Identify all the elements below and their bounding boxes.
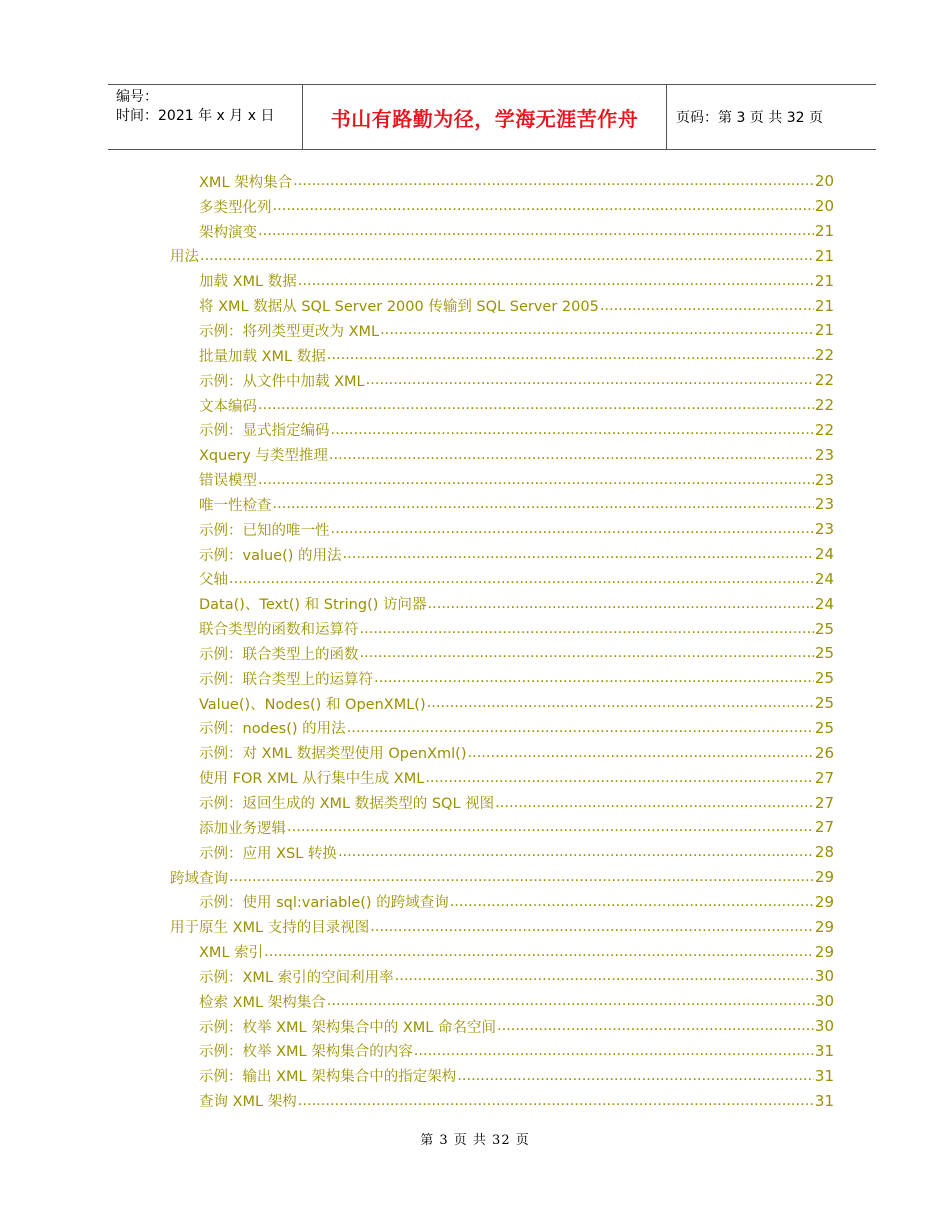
toc-leader-dots: [229, 869, 814, 885]
toc-entry[interactable]: [170, 939, 834, 964]
toc-entry[interactable]: [170, 889, 834, 914]
toc-entry-page: 25: [814, 619, 834, 638]
toc-entry-page: 21: [814, 246, 834, 265]
toc-leader-dots: [298, 1093, 814, 1109]
toc-entry-page: 25: [814, 644, 834, 663]
toc-entry-page: 24: [814, 569, 834, 588]
toc-entry[interactable]: [170, 840, 834, 865]
toc-leader-dots: [427, 695, 814, 711]
toc-entry-title: 用法: [170, 249, 199, 266]
toc-entry-page: 21: [814, 321, 834, 340]
toc-entry[interactable]: [170, 591, 834, 616]
toc-leader-dots: [395, 968, 814, 984]
header-page-info: 页码：第 3 页 共 32 页: [676, 110, 823, 126]
toc-leader-dots: [273, 496, 814, 512]
toc-entry-page: 26: [814, 743, 834, 762]
toc-entry-page: 23: [814, 470, 834, 489]
toc-entry[interactable]: [170, 790, 834, 815]
toc-entry-title: 加载 XML 数据: [199, 274, 297, 291]
document-number-label: 编号：: [116, 89, 158, 105]
toc-entry-title: 示例：将列类型更改为 XML: [199, 323, 380, 340]
toc-leader-dots: [329, 447, 814, 463]
toc-entry[interactable]: [170, 1014, 834, 1039]
toc-entry-page: 25: [814, 669, 834, 688]
toc-entry-title: 文本编码: [199, 398, 257, 415]
toc-leader-dots: [200, 248, 814, 264]
toc-leader-dots: [428, 596, 814, 612]
toc-entry[interactable]: [170, 765, 834, 790]
toc-entry-title: 批量加载 XML 数据: [199, 348, 326, 365]
toc-entry-title: 示例：显式指定编码: [199, 423, 330, 440]
toc-entry-title: 添加业务逻辑: [199, 820, 286, 837]
toc-entry[interactable]: [170, 343, 834, 368]
toc-entry-title: 示例：枚举 XML 架构集合的内容: [199, 1044, 413, 1061]
toc-entry-title: 示例：返回生成的 XML 数据类型的 SQL 视图: [199, 796, 495, 813]
toc-entry-page: 27: [814, 768, 834, 787]
toc-entry-page: 22: [814, 371, 834, 390]
toc-entry-page: 30: [814, 992, 834, 1011]
toc-leader-dots: [467, 745, 813, 761]
toc-entry-title: 唯一性检查: [199, 497, 272, 514]
toc-entry[interactable]: [170, 467, 834, 492]
toc-entry-page: 21: [814, 271, 834, 290]
toc-entry[interactable]: [170, 244, 834, 269]
toc-leader-dots: [425, 770, 814, 786]
toc-entry[interactable]: [170, 865, 834, 890]
toc-entry[interactable]: [170, 417, 834, 442]
toc-entry-title: 示例：输出 XML 架构集合中的指定架构: [199, 1069, 457, 1086]
toc-leader-dots: [360, 621, 814, 637]
toc-entry-page: 24: [814, 545, 834, 564]
toc-entry-page: 23: [814, 495, 834, 514]
toc-entry[interactable]: [170, 567, 834, 592]
toc-entry-page: 23: [814, 445, 834, 464]
header-meta: [108, 85, 303, 149]
toc-entry-page: 23: [814, 520, 834, 539]
toc-entry-page: 22: [814, 420, 834, 439]
toc-entry[interactable]: [170, 169, 834, 194]
toc-entry-page: 31: [814, 1091, 834, 1110]
toc-leader-dots: [374, 670, 814, 686]
toc-leader-dots: [370, 919, 814, 935]
toc-entry-title: 检索 XML 架构集合: [199, 994, 326, 1011]
toc-entry-page: 22: [814, 346, 834, 365]
toc-entry-page: 29: [814, 892, 834, 911]
toc-leader-dots: [495, 795, 814, 811]
toc-entry-page: 20: [814, 172, 834, 191]
toc-entry-title: 用于原生 XML 支持的目录视图: [170, 920, 370, 937]
toc-entry[interactable]: [170, 393, 834, 418]
toc-leader-dots: [327, 347, 814, 363]
toc-entry[interactable]: [170, 641, 834, 666]
toc-leader-dots: [264, 944, 814, 960]
toc-leader-dots: [497, 1018, 814, 1034]
toc-entry-page: 28: [814, 843, 834, 862]
toc-entry-title: 示例：已知的唯一性: [199, 522, 330, 539]
toc-entry-page: 30: [814, 967, 834, 986]
toc-entry[interactable]: [170, 914, 834, 939]
toc-entry-title: 使用 FOR XML 从行集中生成 XML: [199, 771, 425, 788]
toc-entry[interactable]: [170, 1063, 834, 1088]
toc-leader-dots: [331, 422, 814, 438]
toc-leader-dots: [258, 472, 814, 488]
toc-entry[interactable]: [170, 268, 834, 293]
toc-leader-dots: [380, 322, 814, 338]
page-footer: 第 3 页 共 32 页: [420, 1133, 530, 1148]
toc-entry-title: 将 XML 数据从 SQL Server 2000 传输到 SQL Server 2005: [199, 299, 599, 316]
toc-entry-page: 29: [814, 917, 834, 936]
toc-entry-page: 25: [814, 694, 834, 713]
toc-entry-page: 27: [814, 818, 834, 837]
toc-entry[interactable]: [170, 740, 834, 765]
toc-entry[interactable]: [170, 293, 834, 318]
toc-entry-title: 示例：XML 索引的空间利用率: [199, 969, 394, 986]
toc-leader-dots: [347, 720, 814, 736]
toc-entry-page: 20: [814, 197, 834, 216]
toc-leader-dots: [298, 273, 814, 289]
toc-leader-dots: [331, 521, 814, 537]
toc-entry-title: XML 架构集合: [199, 174, 293, 191]
toc-leader-dots: [338, 844, 814, 860]
toc-entry[interactable]: [170, 964, 834, 989]
toc-leader-dots: [414, 1043, 814, 1059]
toc-entry[interactable]: [170, 989, 834, 1014]
toc-entry-title: Data()、Text() 和 String() 访问器: [199, 597, 427, 614]
toc-entry-title: 示例：应用 XSL 转换: [199, 845, 337, 862]
toc-leader-dots: [366, 372, 814, 388]
toc-entry-title: Xquery 与类型推理: [199, 448, 328, 465]
toc-entry-title: 示例：nodes() 的用法: [199, 721, 346, 738]
toc-entry[interactable]: [170, 368, 834, 393]
toc-entry-title: 示例：value() 的用法: [199, 547, 342, 564]
toc-entry[interactable]: [170, 219, 834, 244]
toc-entry[interactable]: [170, 492, 834, 517]
toc-entry-title: 跨域查询: [170, 870, 228, 887]
toc-entry-title: 示例：联合类型上的运算符: [199, 671, 373, 688]
toc-entry[interactable]: [170, 318, 834, 343]
toc-entry[interactable]: [170, 442, 834, 467]
toc-entry-page: 24: [814, 594, 834, 613]
toc-entry-page: 25: [814, 718, 834, 737]
toc-entry-title: 示例：使用 sql:variable() 的跨域查询: [199, 895, 449, 912]
toc-entry-page: 30: [814, 1017, 834, 1036]
toc-entry-title: 示例：对 XML 数据类型使用 OpenXml(): [199, 746, 467, 763]
toc-entry-title: 示例：联合类型上的函数: [199, 646, 359, 663]
toc-entry-title: 示例：枚举 XML 架构集合中的 XML 命名空间: [199, 1019, 496, 1036]
toc-leader-dots: [273, 198, 814, 214]
toc-entry[interactable]: [170, 542, 834, 567]
header-slogan: 书山有路勤为径，学海无涯苦作舟: [303, 85, 667, 149]
toc-leader-dots: [600, 298, 814, 314]
toc-leader-dots: [258, 223, 814, 239]
toc-entry-page: 29: [814, 942, 834, 961]
toc-entry[interactable]: [170, 666, 834, 691]
toc-entry-page: 27: [814, 793, 834, 812]
toc-entry[interactable]: [170, 1039, 834, 1064]
toc-leader-dots: [258, 397, 814, 413]
toc-leader-dots: [293, 173, 814, 189]
document-date: 时间：2021 年 x 月 x 日: [116, 108, 275, 124]
toc-entry-title: Value()、Nodes() 和 OpenXML(): [199, 696, 426, 713]
toc-entry[interactable]: [170, 815, 834, 840]
toc-leader-dots: [450, 894, 814, 910]
toc-leader-dots: [327, 993, 814, 1009]
toc-entry-page: 21: [814, 222, 834, 241]
toc-entry-title: 示例：从文件中加载 XML: [199, 373, 365, 390]
toc-leader-dots: [360, 645, 814, 661]
toc-entry-title: 架构演变: [199, 224, 257, 241]
toc-entry-page: 31: [814, 1041, 834, 1060]
toc-entry-page: 29: [814, 868, 834, 887]
toc-entry[interactable]: [170, 616, 834, 641]
toc-entry-title: XML 索引: [199, 945, 264, 962]
toc-leader-dots: [287, 819, 814, 835]
toc-leader-dots: [343, 546, 814, 562]
toc-entry-title: 查询 XML 架构: [199, 1094, 297, 1111]
toc-entry-title: 联合类型的函数和运算符: [199, 622, 359, 639]
toc-entry[interactable]: [170, 716, 834, 741]
toc-leader-dots: [229, 571, 814, 587]
toc-entry[interactable]: [170, 691, 834, 716]
toc-entry-page: 22: [814, 396, 834, 415]
table-of-contents: [170, 169, 834, 1113]
toc-entry-page: 21: [814, 296, 834, 315]
page-header: [108, 84, 876, 150]
toc-entry-page: 31: [814, 1066, 834, 1085]
toc-entry-title: 错误模型: [199, 473, 257, 490]
toc-entry[interactable]: [170, 1088, 834, 1113]
toc-entry-title: 多类型化列: [199, 199, 272, 216]
toc-entry-title: 父轴: [199, 572, 228, 589]
toc-leader-dots: [457, 1068, 814, 1084]
toc-entry[interactable]: [170, 517, 834, 542]
toc-entry[interactable]: [170, 194, 834, 219]
